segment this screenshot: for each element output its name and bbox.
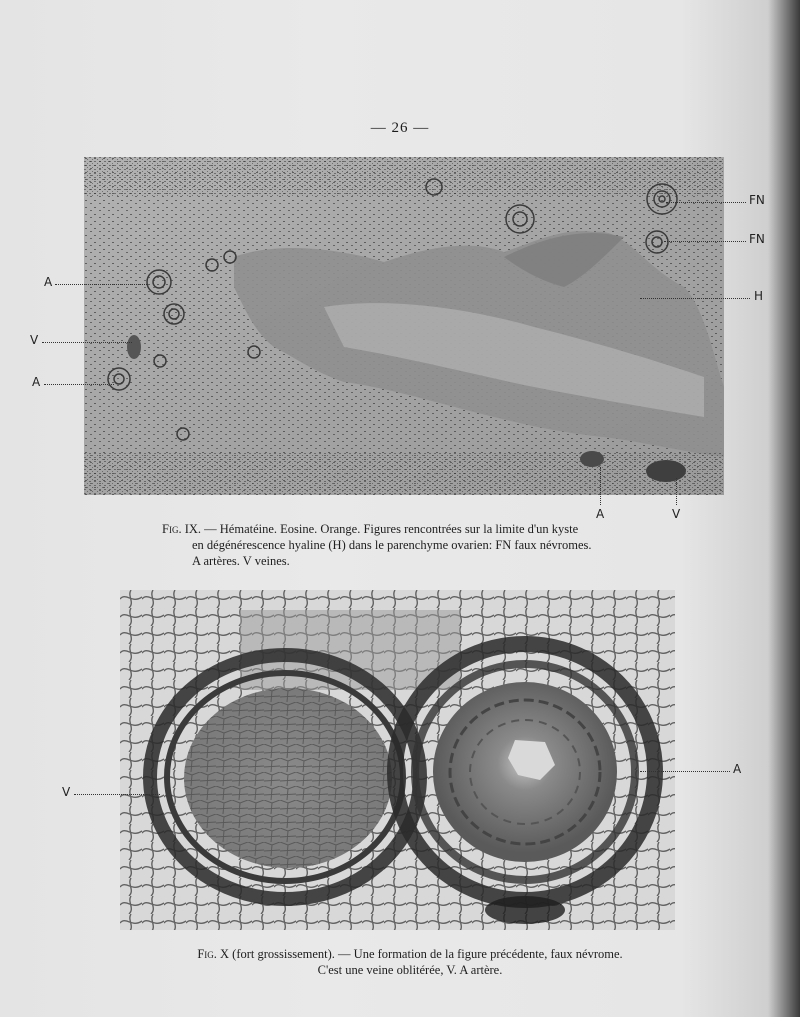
label-fn-mid: FN xyxy=(749,232,765,246)
figure-9-caption-line-3: A artères. V veines. xyxy=(192,554,290,568)
label-a-bottom: A xyxy=(596,507,605,521)
figure-9-caption-line-1: — Hématéine. Eosine. Orange. Figures rencontrées sur la limite d'un kyste xyxy=(204,522,579,536)
label-v-bottom: V xyxy=(672,507,681,521)
leader-a xyxy=(640,771,730,772)
leader-a-left-bottom xyxy=(44,384,114,385)
leader-v-bottom xyxy=(676,478,677,505)
leader-fn-top xyxy=(666,202,746,203)
leader-a-left-top xyxy=(55,284,147,285)
leader-a-bottom xyxy=(600,467,601,505)
figure-10-number: Fig. X xyxy=(197,947,230,961)
leader-fn-mid xyxy=(664,241,746,242)
figure-10-caption xyxy=(150,946,670,978)
figure-9-number: Fig. IX. xyxy=(162,522,202,536)
label-v: V xyxy=(62,785,71,799)
false-neuroma-illustration xyxy=(120,590,675,930)
leader-v xyxy=(74,794,160,795)
label-a-left-top: A xyxy=(44,275,53,289)
figure-9-caption xyxy=(162,521,662,569)
figure-9-plate xyxy=(84,157,724,495)
label-a-left-bottom: A xyxy=(32,375,41,389)
histology-section-illustration xyxy=(84,157,724,495)
label-v-left: V xyxy=(30,333,39,347)
label-a: A xyxy=(733,762,742,776)
page-number: — 26 — xyxy=(370,120,430,136)
leader-v-left xyxy=(42,342,132,343)
leader-h xyxy=(640,298,750,299)
figure-10-caption-line-1: (fort grossissement). — Une formation de la figure précédente, faux névrome. xyxy=(232,947,623,961)
figure-10-caption-line-2: C'est une veine oblitérée, V. A artère. xyxy=(317,963,503,977)
figure-10-plate xyxy=(120,590,675,930)
label-fn-top: FN xyxy=(749,193,765,207)
label-h: H xyxy=(754,289,764,303)
figure-9-caption-line-2: en dégénérescence hyaline (H) dans le parenchyme ovarien: FN faux névromes. xyxy=(192,538,592,552)
